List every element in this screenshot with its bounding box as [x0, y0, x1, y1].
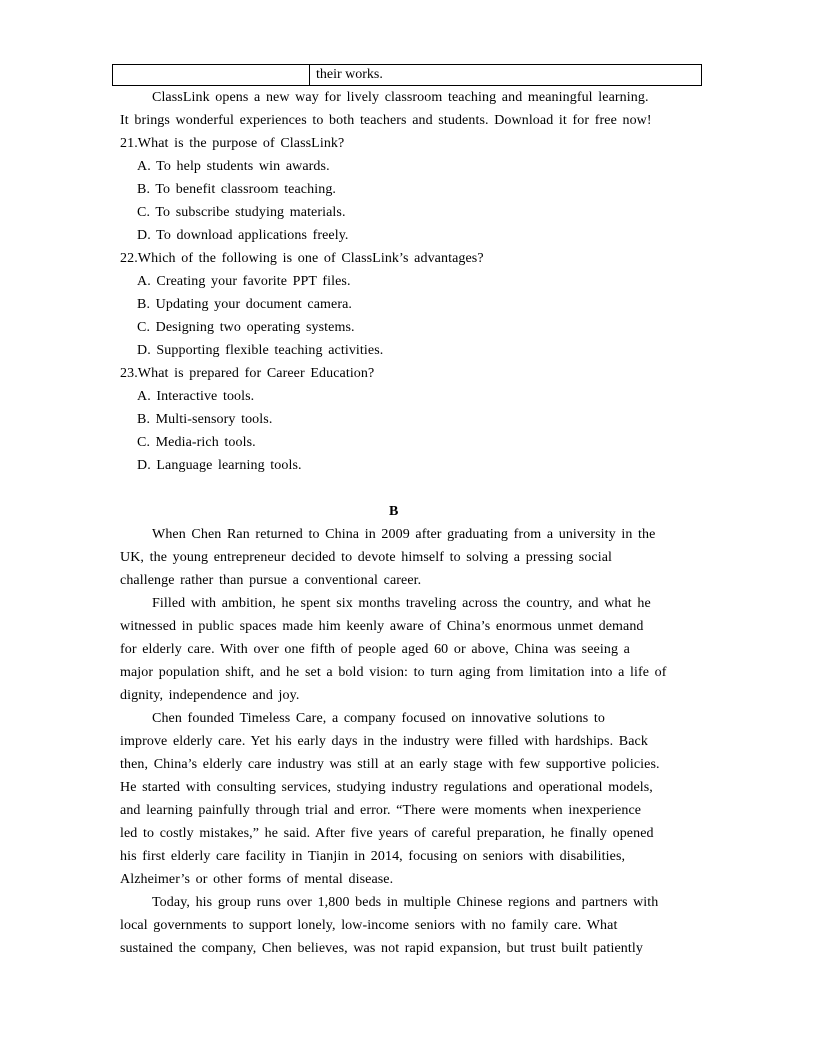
question-option: B. Updating your document camera. [137, 297, 353, 312]
passage-line: local governments to support lonely, low-income seniors with no family care. What [120, 918, 618, 933]
intro-line: It brings wonderful experiences to both teachers and students. Download it for free now! [120, 113, 652, 128]
question-option: A. To help students win awards. [137, 159, 330, 174]
question-option: C. Designing two operating systems. [137, 320, 355, 335]
passage-line: his first elderly care facility in Tianjin in 2014, focusing on seniors with disabilities, [120, 849, 626, 864]
question-option: C. To subscribe studying materials. [137, 205, 346, 220]
passage-line: challenge rather than pursue a conventional career. [120, 573, 422, 588]
question-option: B. Multi-sensory tools. [137, 412, 273, 427]
passage-line: Today, his group runs over 1,800 beds in multiple Chinese regions and partners with [152, 895, 659, 910]
passage-line: dignity, independence and joy. [120, 688, 300, 703]
passage-line: Filled with ambition, he spent six months traveling across the country, and what he [152, 596, 651, 611]
passage-line: Alzheimer’s or other forms of mental disease. [120, 872, 394, 887]
question-option: D. Supporting flexible teaching activities. [137, 343, 384, 358]
passage-line: When Chen Ran returned to China in 2009 after graduating from a university in the [152, 527, 656, 542]
passage-line: and learning painfully through trial and error. “There were moments when inexperience [120, 803, 642, 818]
passage-line: sustained the company, Chen believes, was not rapid expansion, but trust built patiently [120, 941, 643, 956]
passage-line: Chen founded Timeless Care, a company focused on innovative solutions to [152, 711, 605, 726]
passage-line: led to costly mistakes,” he said. After five years of careful preparation, he finally opened [120, 826, 654, 841]
passage-line: then, China’s elderly care industry was still at an early stage with few supportive policies. [120, 757, 660, 772]
question-option: C. Media-rich tools. [137, 435, 256, 450]
passage-line: He started with consulting services, studying industry regulations and operational models, [120, 780, 653, 795]
section-heading: B [389, 504, 399, 519]
passage-line: for elderly care. With over one fifth of people aged 60 or above, China was seeing a [120, 642, 630, 657]
passage-line: improve elderly care. Yet his early days in the industry were filled with hardships. Back [120, 734, 648, 749]
question-option: D. To download applications freely. [137, 228, 349, 243]
question-stem: 21.What is the purpose of ClassLink? [120, 136, 345, 151]
question-stem: 23.What is prepared for Career Education? [120, 366, 375, 381]
question-option: B. To benefit classroom teaching. [137, 182, 337, 197]
question-option: A. Creating your favorite PPT files. [137, 274, 351, 289]
passage-line: major population shift, and he set a bold vision: to turn aging from limitation into a life of [120, 665, 667, 680]
intro-line: ClassLink opens a new way for lively classroom teaching and meaningful learning. [152, 90, 649, 105]
question-option: D. Language learning tools. [137, 458, 302, 473]
table-cell-empty [113, 65, 310, 85]
question-stem: 22.Which of the following is one of ClassLink’s advantages? [120, 251, 484, 266]
table-cell-text: their works. [316, 67, 383, 82]
question-option: A. Interactive tools. [137, 389, 255, 404]
table-fragment [112, 64, 702, 86]
passage-line: witnessed in public spaces made him keenly aware of China’s enormous unmet demand [120, 619, 644, 634]
passage-line: UK, the young entrepreneur decided to devote himself to solving a pressing social [120, 550, 613, 565]
